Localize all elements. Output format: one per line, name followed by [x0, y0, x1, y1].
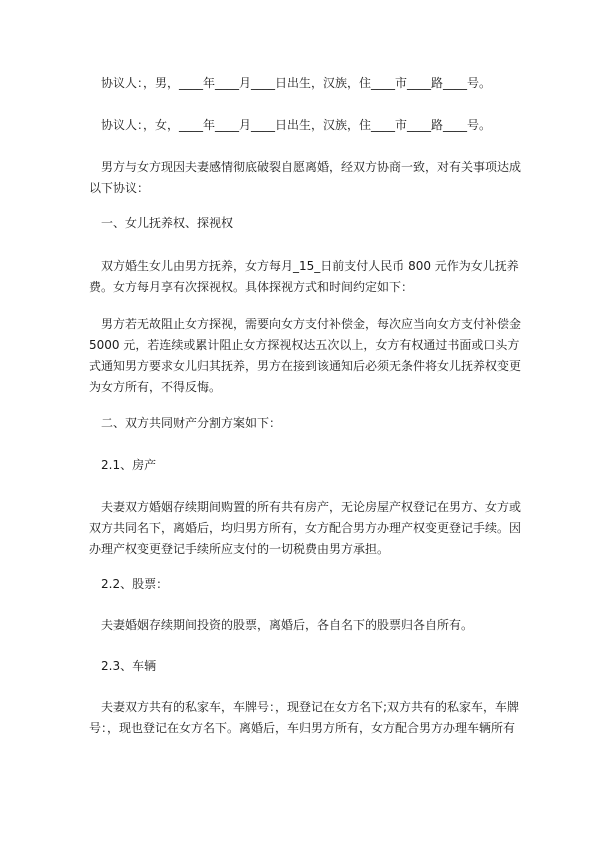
section-custody-heading: 一、女儿抚养权、探视权: [101, 216, 234, 230]
vehicle-paragraph: 夫妻双方共有的私家车，车牌号：，现登记在女方名下;双方共有的私家车，车牌号：，现也登记在女方名下。离婚后，车归男方所有，女方配合男方办理车辆所有: [89, 700, 520, 735]
subsection-stock-heading: 2.2、股票：: [101, 577, 169, 591]
subsection-house-heading: 2.1、房产: [101, 458, 157, 472]
section-property-heading: 二、双方共同财产分割方案如下：: [101, 416, 282, 430]
subsection-vehicle-heading: 2.3、车辆: [101, 659, 157, 673]
party-male-paragraph: 协议人：，男，____年____月____日出生，汉族，住____市____路____号。: [101, 76, 492, 90]
stock-paragraph: 夫妻婚姻存续期间投资的股票，离婚后，各自名下的股票归各自所有。: [101, 618, 474, 632]
intro-paragraph: 男方与女方现因夫妻感情彻底破裂自愿离婚，经双方协商一致，对有关事项达成以下协议：: [89, 160, 522, 195]
party-female-paragraph: 协议人：，女，____年____月____日出生，汉族，住____市____路____号。: [101, 118, 492, 132]
custody-paragraph: 双方婚生女儿由男方抚养，女方每月_15_日前支付人民币 800 元作为女儿抚养费。女方每月享有次探视权。具体探视方式和时间约定如下：: [89, 259, 519, 294]
visitation-penalty-paragraph: 男方若无故阻止女方探视，需要向女方支付补偿金，每次应当向女方支付补偿金 5000 元，若连续或累计阻止女方探视权达五次以上，女方有权通过书面或口头方式通知男方要求女儿归其抚养，男方在接到该通知后必须无条件将女儿抚养权变更为女方所有，不得反悔。: [89, 317, 525, 394]
house-paragraph: 夫妻双方婚姻存续期间购置的所有共有房产，无论房屋产权登记在男方、女方或双方共同名下，离婚后，均归男方所有，女方配合男方办理产权变更登记手续。因办理产权变更登记手续所应支付的一切税费由男方承担。: [89, 500, 522, 556]
